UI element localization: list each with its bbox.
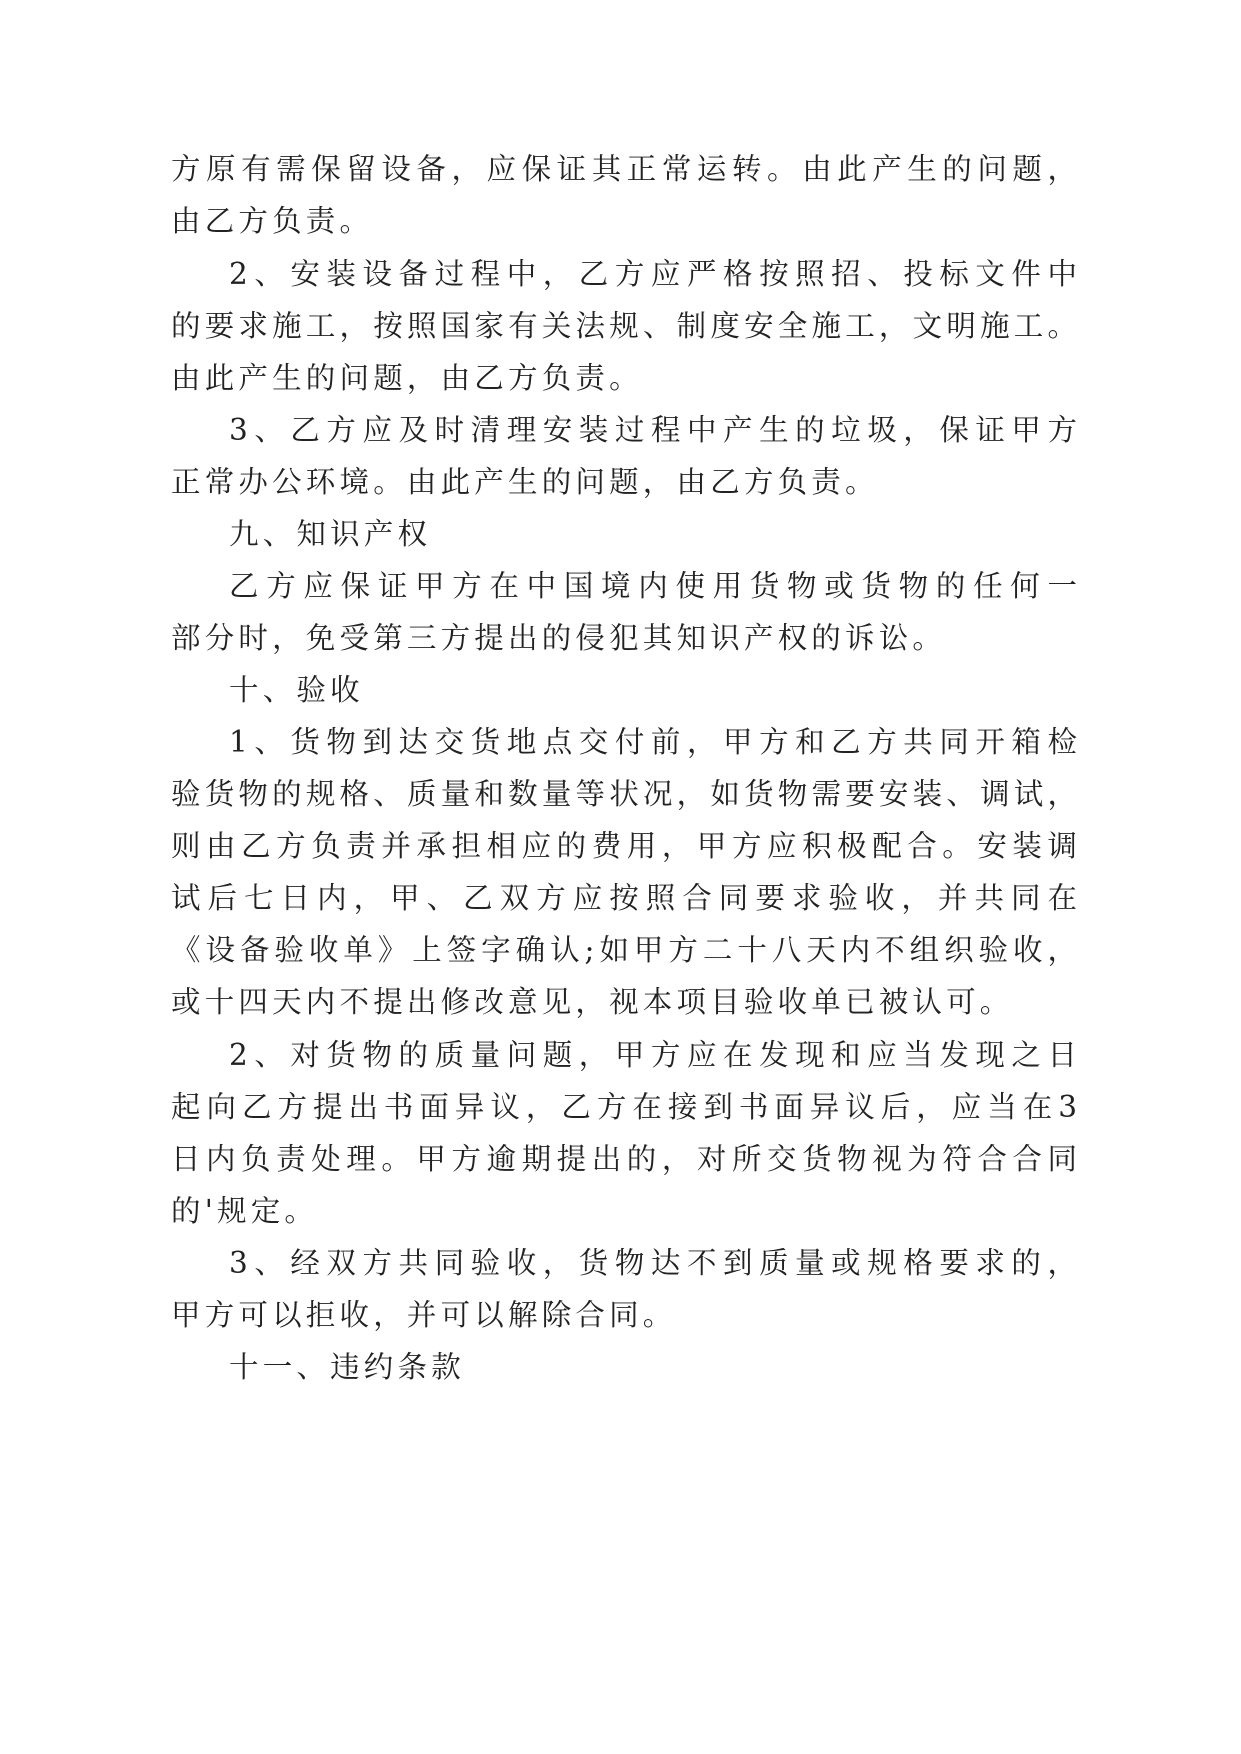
- text-line: 或十四天内不提出修改意见，视本项目验收单已被认可。: [171, 985, 1014, 1019]
- text-line: 2、安装设备过程中，乙方应严格按照招、投标文件中: [229, 257, 1077, 291]
- text-line: 验货物的规格、质量和数量等状况，如货物需要安装、调试，: [171, 777, 1077, 811]
- text-line: 的要求施工，按照国家有关法规、制度安全施工，文明施工。: [171, 309, 1077, 343]
- text-line: 日内负责处理。甲方逾期提出的，对所交货物视为符合合同: [171, 1142, 1077, 1176]
- text-line: 的'规定。: [171, 1194, 319, 1228]
- text-line: 乙方应保证甲方在中国境内使用货物或货物的任何一: [229, 569, 1077, 603]
- section-heading: 十、验收: [229, 673, 364, 707]
- text-line: 部分时，免受第三方提出的侵犯其知识产权的诉讼。: [171, 621, 947, 655]
- text-line: 1、货物到达交货地点交付前，甲方和乙方共同开箱检: [229, 725, 1077, 759]
- text-line: 《设备验收单》上签字确认;如甲方二十八天内不组织验收，: [171, 933, 1077, 967]
- text-line: 方原有需保留设备，应保证其正常运转。由此产生的问题，: [171, 152, 1077, 186]
- text-line: 由此产生的问题，由乙方负责。: [171, 361, 643, 395]
- section-heading: 十一、违约条款: [229, 1350, 465, 1384]
- text-line: 正常办公环境。由此产生的问题，由乙方负责。: [171, 465, 879, 499]
- section-heading: 九、知识产权: [229, 517, 432, 551]
- text-line: 3、乙方应及时清理安装过程中产生的垃圾，保证甲方: [229, 413, 1077, 447]
- text-line: 2、对货物的质量问题，甲方应在发现和应当发现之日: [229, 1038, 1077, 1072]
- text-line: 起向乙方提出书面异议，乙方在接到书面异议后，应当在3: [171, 1090, 1077, 1124]
- text-line: 甲方可以拒收，并可以解除合同。: [171, 1298, 677, 1332]
- text-line: 试后七日内，甲、乙双方应按照合同要求验收，并共同在: [171, 881, 1077, 915]
- text-line: 则由乙方负责并承担相应的费用，甲方应积极配合。安装调: [171, 829, 1077, 863]
- text-line: 3、经双方共同验收，货物达不到质量或规格要求的，: [229, 1246, 1077, 1280]
- text-line: 由乙方负责。: [171, 204, 374, 238]
